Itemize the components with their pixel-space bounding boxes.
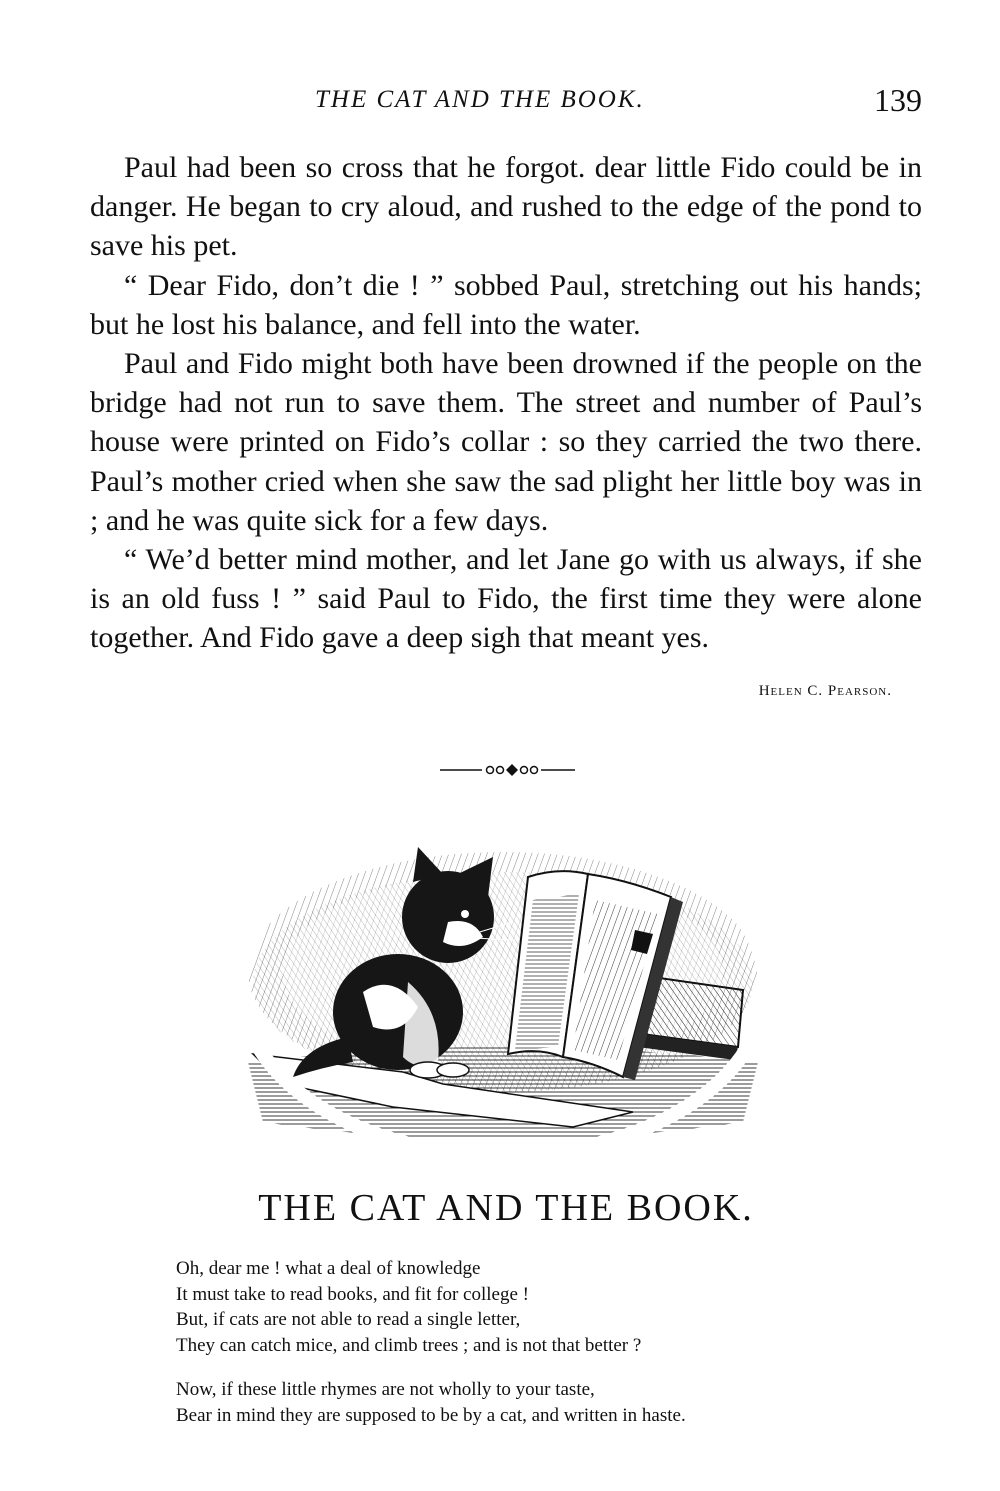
ornament-divider xyxy=(440,760,575,780)
page-number: 139 xyxy=(874,82,922,118)
running-title: THE CAT AND THE BOOK. xyxy=(315,86,645,113)
poem-title: THE CAT AND THE BOOK. xyxy=(258,1187,754,1229)
poem-line: Now, if these little rhymes are not wholly to your taste, xyxy=(176,1378,595,1400)
poem xyxy=(176,1256,876,1446)
story-paragraph: Paul had been so cross that he forgot. dear little Fido could be in danger. He began to cry aloud, and rushed to the edge of the pond to save his pet. xyxy=(90,151,922,263)
poem-line: They can catch mice, and climb trees ; and is not that better ? xyxy=(176,1335,642,1357)
poem-line: It must take to read books, and fit for college ! xyxy=(176,1283,529,1305)
story-paragraph: “ Dear Fido, don’t die ! ” sobbed Paul, stretching out his hands; but he lost his balance, and fell into the water. xyxy=(90,268,922,341)
story-paragraph: Paul and Fido might both have been drowned if the people on the bridge had not run to save them. The street and number of Paul’s house were printed on Fido’s collar : so they carried the two there. Paul’s mother cried when she saw the sad plight her little boy was in ; and he was quite sick for a few days. xyxy=(90,347,922,537)
cat-and-book-engraving xyxy=(243,822,763,1152)
poem-stanza xyxy=(176,1377,876,1428)
poem-stanza xyxy=(176,1256,876,1359)
poem-line: Oh, dear me ! what a deal of knowledge xyxy=(176,1258,481,1279)
poem-line: But, if cats are not able to read a single letter, xyxy=(176,1309,521,1331)
running-header xyxy=(90,78,922,122)
story-text xyxy=(90,148,922,711)
story-paragraph: “ We’d better mind mother, and let Jane go with us always, if she is an old fuss ! ” said Paul to Fido, the first time they were alone together. And Fido gave a deep sigh that meant yes. xyxy=(90,543,922,655)
poem-line: Bear in mind they are supposed to be by a cat, and written in haste. xyxy=(176,1404,686,1426)
author-signature: Helen C. Pearson. xyxy=(758,682,892,699)
